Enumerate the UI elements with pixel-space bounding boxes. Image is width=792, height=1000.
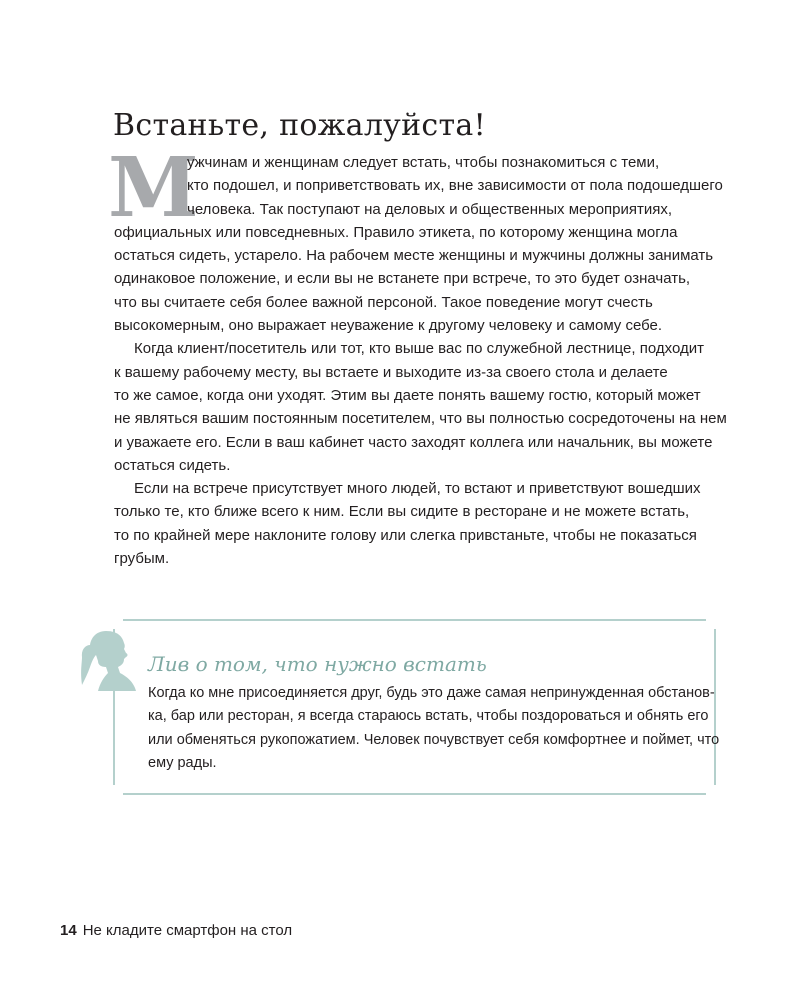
- woman-profile-icon: [76, 627, 148, 697]
- text-line: и уважаете его. Если в ваш кабинет часто заходят коллега или начальник, вы можете: [114, 433, 713, 451]
- text-line: не являться вашим постоянным посетителем, что вы полностью сосредоточены на нем: [114, 410, 727, 428]
- text-line: или обменяться рукопожатием. Человек почувствует себя комфортнее и поймет, что: [148, 731, 720, 748]
- text-line: официальных или повседневных. Правило этикета, по которому женщина могла: [114, 223, 678, 241]
- text-line: ка, бар или ресторан, я всегда стараюсь встать, чтобы поздороваться и обнять его: [148, 708, 709, 725]
- text-line: то по крайней мере наклоните голову или слегка привстаньте, чтобы не показаться: [114, 526, 697, 544]
- text-line: Когда клиент/посетитель или тот, кто выше вас по служебной лестнице, подходит: [134, 340, 704, 358]
- book-title: Не кладите смартфон на стол: [82, 922, 293, 939]
- body-text: [114, 151, 727, 570]
- box-corner-notch: [113, 785, 123, 795]
- page-footer: [60, 922, 292, 939]
- note-text: [148, 682, 720, 775]
- box-corner-notch: [706, 785, 716, 795]
- text-line: к вашему рабочему месту, вы встаете и выходите из-за своего стола и делаете: [114, 363, 668, 381]
- section-heading: Встаньте, пожалуйста!: [113, 108, 486, 143]
- page-number: 14: [60, 922, 77, 939]
- text-line: только те, кто ближе всего к ним. Если вы сидите в ресторане и не можете встать,: [114, 503, 690, 521]
- text-line: Если на встрече присутствует много людей, то встают и приветствуют вошедших: [134, 480, 701, 498]
- text-line: то же самое, когда они уходят. Этим вы даете понять вашему гостю, который может: [114, 386, 701, 404]
- text-line: грубым.: [114, 550, 170, 568]
- text-line: кто подошел, и поприветствовать их, вне зависимости от пола подошедшего: [187, 177, 723, 195]
- text-line: ему рады.: [148, 754, 217, 771]
- box-corner-notch: [706, 619, 716, 629]
- text-line: ужчинам и женщинам следует встать, чтобы познакомиться с теми,: [187, 154, 660, 171]
- text-line: человека. Так поступают на деловых и общественных мероприятиях,: [187, 200, 673, 218]
- drop-cap: М: [108, 140, 199, 236]
- text-line: высокомерным, оно выражает неуважение к другому человеку и самому себе.: [114, 317, 663, 335]
- text-line: одинаковое положение, и если вы не встанете при встрече, то это будет означать,: [114, 270, 691, 288]
- text-line: что вы считаете себя более важной персоной. Такое поведение могут счесть: [114, 293, 653, 311]
- text-line: остаться сидеть, устарело. На рабочем месте женщины и мужчины должны занимать: [114, 247, 714, 265]
- note-title: Лив о том, что нужно встать: [148, 652, 487, 676]
- text-line: остаться сидеть.: [114, 456, 231, 474]
- text-line: Когда ко мне присоединяется друг, будь это даже самая непринужденная обстанов-: [148, 685, 715, 701]
